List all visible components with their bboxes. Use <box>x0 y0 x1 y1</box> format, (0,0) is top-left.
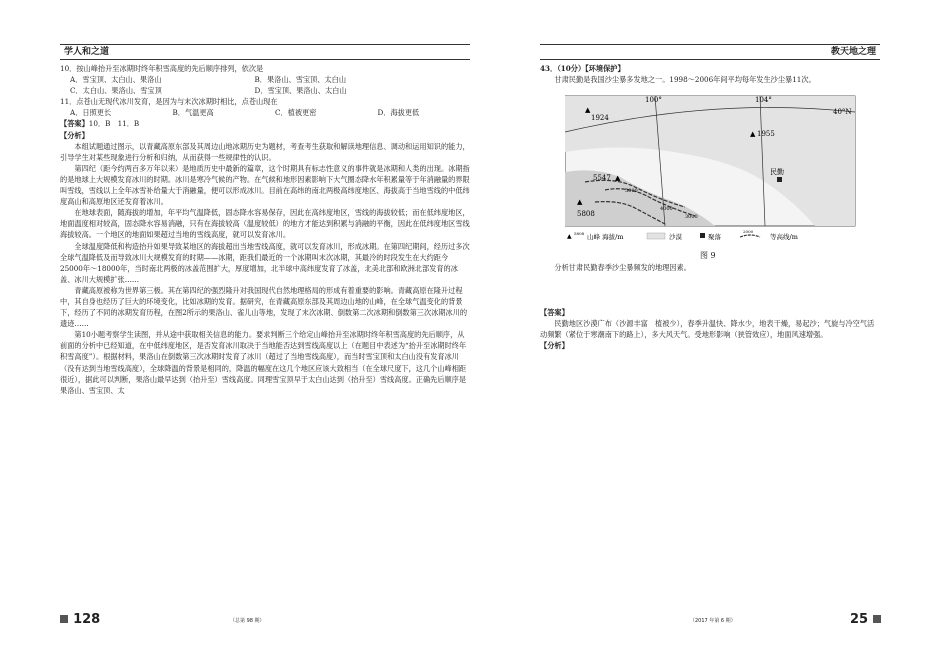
question-prompt: 分析甘肃民勤春季沙尘暴频发的地理因素。 <box>554 263 691 272</box>
question-11-options <box>60 107 470 118</box>
city-marker <box>777 177 782 182</box>
question-10: 10．按山峰抬升至冰期时终年积雪高度的先后顺序排列，依次是 <box>60 64 264 73</box>
legend-contour-sample: 2000 <box>743 229 754 234</box>
footer-square-icon <box>60 615 68 623</box>
q10-option-a: A．雪宝顶、太白山、果洛山 <box>70 75 162 85</box>
contour-label: 4000 <box>660 206 673 212</box>
q11-option-a: A．日照更长 <box>70 108 112 118</box>
peak-label-1924: 1924 <box>591 114 609 122</box>
left-header-tag: 学人和之道 <box>60 45 113 59</box>
peak-icon: ▲ <box>615 174 621 182</box>
peak-icon: ▲ <box>750 130 756 138</box>
contour-label: 5000 <box>625 188 638 194</box>
right-issue-note: （2017 年第 6 期） <box>690 618 736 624</box>
right-page-number: 25 <box>850 612 869 627</box>
minqin-map <box>565 92 865 248</box>
peak-label-1955: 1955 <box>757 130 775 138</box>
peak-label-5808: 5808 <box>577 210 595 218</box>
legend-peak-sample: 5808 <box>574 231 585 236</box>
legend-contour-swatch <box>740 235 760 237</box>
legend-contour-text: 等高线/m <box>770 233 798 241</box>
peak-label-5547: 5547 <box>593 174 611 182</box>
question-10-options <box>60 74 470 85</box>
right-footer <box>850 608 881 627</box>
right-column <box>540 63 880 85</box>
analysis-paragraph-2: 第四纪（距今约两百多万年以来）是地质历史中最新的篇章，这个时期具有标志性意义的事件就是冰期和人类的出现。冰期指的是地球上大规模发育冰川的时期。冰川是寒冷气候的产物。在气候和地形因素影响下大气圈态降水年积累量等于年消融量的界限叫雪线，雪线以上全年冰雪补给量大于消融量，便可以形成冰川。目前在高纬的南北两极高纬度地区、海拔高于当地雪线的中低纬度高山和高原地区还发育着冰川。 <box>60 163 470 207</box>
analysis-paragraph-6: 第10小题考察学生读图，并从途中获取相关信息的能力。要求判断三个给定山峰抬升至冰期时终年积雪高度的先后顺序，从前面的分析中已经知道，在中低纬度地区，是否发育冰川取决于当地能否达到雪线高度以上（在题目中表述为“抬升至冰期时终年积雪高度”）。根据材料，果洛山在倒数第三次冰期时发育了冰川（超过了当地雪线高度），而当时雪宝顶和太白山没有发育冰川（没有达到当地雪线高度），全球降温的背景是相同的，降温的幅度在这几个地区应该大致相当（在全球尺度下，这几个山峰相距很近），据此可以判断，果洛山最早达到（抬升至）雪线高度。同理雪宝顶早于太白山达到（抬升至）雪线高度。正确先后顺序是果洛山、雪宝顶、太 <box>60 330 467 395</box>
q10-option-d: D．雪宝顶、果洛山、太白山 <box>254 86 347 96</box>
q10-option-b: B．果洛山、雪宝顶、太白山 <box>254 75 347 85</box>
analysis-paragraph-4: 全球温度降低和构造抬升如果导致某地区的海拔超出当地雪线高度，就可以发育冰川，形成冰期。在第四纪期间，经历过多次全球气温降低及而导致冰川大规模发育的时期——冰期，距我们最近的一个冰期叫末次冰期，其最冷的时段发生在大约距今25000年～18000年，当时南北两极的冰盖范围扩大，厚度增加，北半球中高纬度发育了冰盖，北美北部和欧洲北部发育的冰盖、冰川大规模扩张…… <box>60 241 470 284</box>
right-analysis-label: 【分析】 <box>540 341 569 350</box>
figure-caption: 图 9 <box>700 251 716 260</box>
legend-city-text: 聚落 <box>708 233 721 241</box>
right-answer-text: 民勤地区沙漠广布（沙源丰富 植被少），春季升温快、降水少，地表干燥，易起沙；气旋与冷空气活动频繁（紧位于寒潮南下的路上），多大风天气。受地形影响（狭管效应），地面风速增强。 <box>540 319 875 339</box>
analysis-label: 【分析】 <box>60 130 89 140</box>
lat-label: 40°N <box>833 108 852 116</box>
right-running-header <box>540 44 880 60</box>
question-10-options-2 <box>60 85 470 96</box>
analysis-paragraph-3: 在地球表面，随海拔的增加，年平均气温降低，固态降水容易保存，因此在高纬度地区，雪线的海拔较低；而在低纬度地区，地面温度相对较高，固态降水容易消融，只有在海拔较高（温度较低）的地方才能达到积累与消融的平衡，因此在低纬度地区雪线海拔较高。一个地区的地面如果超过当地的雪线高度，就可以发育冰川。 <box>60 208 470 240</box>
left-footer <box>60 608 100 627</box>
right-column-lower <box>540 262 880 351</box>
city-label: 民勤 <box>770 168 784 176</box>
left-issue-note: （总第 98 期） <box>230 618 265 624</box>
analysis-paragraph-5: 青藏高原被称为世界第三极。其在第四纪的强烈隆升对我国现代自然地理格局的形成有着重要的影响。青藏高原在隆升过程中，其自身也经历了巨大的环境变化，比如冰期的发育。据研究，在青藏高原东部及其周边山地的山峰，在全球气温变化的背景下，经历了不同的冰期发育历程，在图2所示的果洛山、雀儿山等地，发现了末次冰期、倒数第二次冰期和倒数第三次冰期冰川的遗迹…… <box>60 285 468 329</box>
right-answer-label: 【答案】 <box>540 308 569 317</box>
peak-icon: ▲ <box>585 106 591 114</box>
question-43-text: 甘肃民勤是我国沙尘暴多发地之一。1998～2006年间平均每年发生沙尘暴11次。 <box>554 75 816 85</box>
q11-option-c: C．植被更密 <box>275 108 317 118</box>
left-page-number: 128 <box>73 612 101 627</box>
question-43: 43．（10分）【环境保护】 <box>540 64 625 73</box>
left-column <box>60 63 470 396</box>
right-header-tag: 教天地之理 <box>827 45 880 59</box>
lon-label-100: 100° <box>645 96 662 104</box>
footer-square-icon <box>873 615 881 623</box>
legend-peak-text: 山峰 海拔/m <box>587 233 624 241</box>
answer-line <box>60 118 470 129</box>
answer-text: 10．B 11．B <box>88 119 140 129</box>
contour-label: 3000 <box>685 214 698 220</box>
legend-city-swatch <box>700 233 705 238</box>
peak-icon: ▲ <box>577 198 583 206</box>
answer-label: 【答案】 <box>60 119 89 129</box>
q11-option-b: B．气温更高 <box>172 108 214 118</box>
question-11: 11．点苍山无现代冰川发育，是因为与末次冰期时相比，点苍山现在 <box>60 97 278 107</box>
legend-peak-icon: ▲ <box>567 233 572 240</box>
lon-label-104: 104° <box>755 96 772 104</box>
q11-option-d: D．海拔更低 <box>377 108 420 118</box>
legend-desert-text: 沙漠 <box>669 233 682 241</box>
analysis-paragraph-1: 本组试题通过图示，以青藏高原东部及其周边山地冰期历史为题材，考查考生获取和解读地理信息、调动和运用知识的能力，引导学生对某些现象进行分析和归纳，从而获得一些规律性的认识。 <box>60 141 470 162</box>
legend-desert-swatch <box>647 233 665 239</box>
q10-option-c: C．太白山、果洛山、雪宝顶 <box>70 86 162 96</box>
left-running-header <box>60 44 470 60</box>
